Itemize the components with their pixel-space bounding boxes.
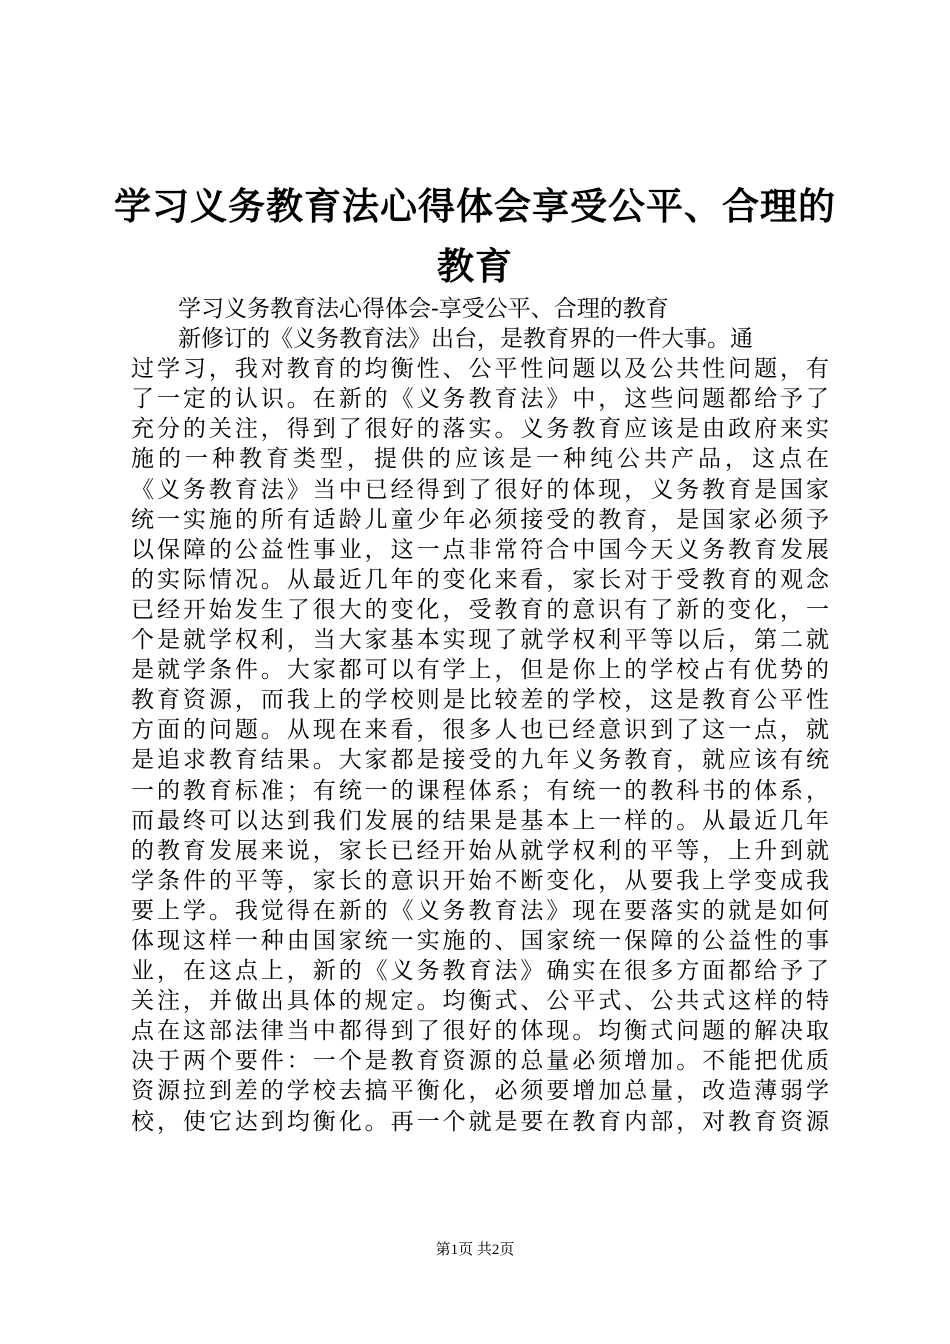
body-line: 是追求教育结果。大家都是接受的九年义务教育，就应该有统 [131,747,829,774]
body-line: 以保障的公益性事业，这一点非常符合中国今天义务教育发展 [131,536,829,563]
body-line: 资源拉到差的学校去搞平衡化，必须要增加总量，改造薄弱学 [131,1078,829,1105]
body-line: 统一实施的所有适龄儿童少年必须接受的教育，是国家必须予 [131,506,829,533]
body-line: 充分的关注，得到了很好的落实。义务教育应该是由政府来实 [131,416,829,443]
body-line: 要上学。我觉得在新的《义务教育法》现在要落实的就是如何 [131,897,829,924]
body-line: 的实际情况。从最近几年的变化来看，家长对于受教育的观念 [131,566,829,593]
body-line: 是就学条件。大家都可以有学上，但是你上的学校占有优势的 [131,657,829,684]
body-line: 施的一种教育类型，提供的应该是一种纯公共产品，这点在 [131,446,829,473]
body-line: 了一定的认识。在新的《义务教育法》中，这些问题都给予了 [131,386,829,413]
body-line: 已经开始发生了很大的变化，受教育的意识有了新的变化，一 [131,596,829,623]
body-line: 学条件的平等，家长的意识开始不断变化，从要我上学变成我 [131,867,829,894]
body-line: 个是就学权利，当大家基本实现了就学权利平等以后，第二就 [131,627,829,654]
body-line: 的教育发展来说，家长已经开始从就学权利的平等，上升到就 [131,837,829,864]
body-line: 教育资源，而我上的学校则是比较差的学校，这是教育公平性 [131,687,829,714]
page-footer: 第1页 共2页 [435,1242,515,1258]
body-line: 一的教育标准；有统一的课程体系；有统一的教科书的体系， [131,777,829,804]
body-line: 决于两个要件：一个是教育资源的总量必须增加。不能把优质 [131,1048,829,1075]
body-line: 而最终可以达到我们发展的结果是基本上一样的。从最近几年 [131,807,829,834]
body-line: 体现这样一种由国家统一实施的、国家统一保障的公益性的事 [131,927,829,954]
body-line: 过学习，我对教育的均衡性、公平性问题以及公共性问题，有 [131,356,829,383]
document-title: 学习义务教育法心得体会享受公平、合理的教育 [114,184,836,288]
subtitle-line: 学习义务教育法心得体会-享受公平、合理的教育 [178,296,669,322]
body-line: 业，在这点上，新的《义务教育法》确实在很多方面都给予了 [131,958,829,985]
body-line: 《义务教育法》当中已经得到了很好的体现，义务教育是国家 [131,476,829,503]
body-line: 新修订的《义务教育法》出台，是教育界的一件大事。通 [178,326,753,353]
document-body [131,294,829,1137]
body-line: 点在这部法律当中都得到了很好的体现。均衡式问题的解决取 [131,1018,829,1045]
body-line: 校，使它达到均衡化。再一个就是要在教育内部，对教育资源 [131,1108,829,1135]
body-line: 方面的问题。从现在来看，很多人也已经意识到了这一点，就 [131,717,829,744]
body-line: 关注，并做出具体的规定。均衡式、公平式、公共式这样的特 [131,988,829,1015]
